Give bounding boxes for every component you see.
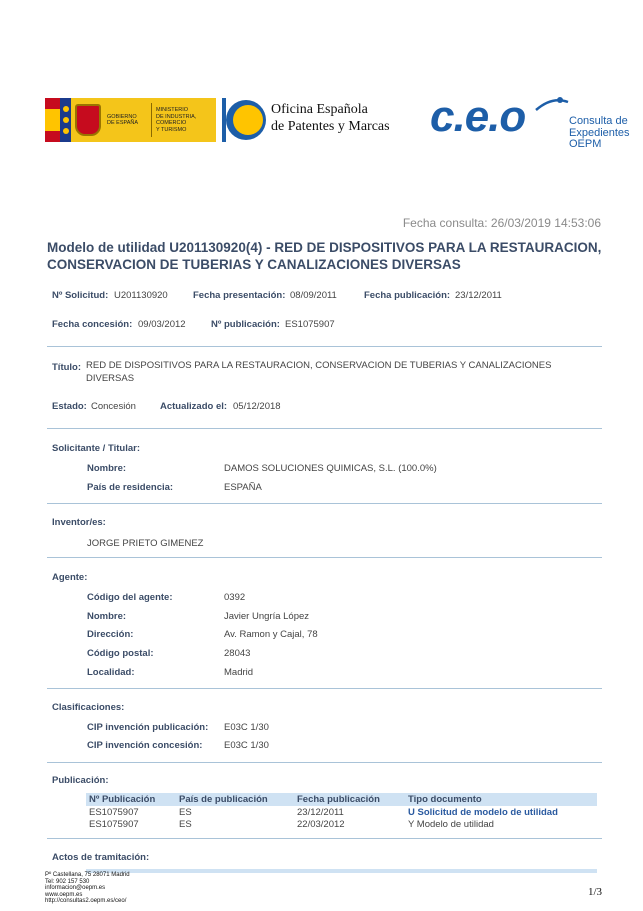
divider	[47, 762, 602, 763]
direccion-value: Av. Ramon y Cajal, 78	[224, 629, 318, 640]
pais-residencia-label: País de residencia:	[87, 482, 174, 493]
gobierno-espana-logo	[45, 98, 216, 142]
cip-publicacion-value: E03C 1/30	[224, 722, 269, 733]
oepm-line1: Oficina Española	[271, 102, 368, 117]
codigo-postal-value: 28043	[224, 648, 251, 659]
actualizado-value: 05/12/2018	[233, 401, 281, 412]
footer-contact	[45, 872, 130, 905]
spain-flag-icon	[45, 98, 60, 142]
row2-tipo: Y Modelo de utilidad	[408, 819, 494, 830]
divider	[47, 503, 602, 504]
titulo-line2: DIVERSAS	[86, 373, 135, 384]
oepm-line2: de Patentes y Marcas	[271, 119, 390, 134]
footer-ceo-url[interactable]: http://consultas2.oepm.es/ceo/	[45, 898, 127, 904]
ministerio-text: MINISTERIO DE INDUSTRIA, COMERCIO Y TURISMO	[156, 107, 197, 133]
codigo-agente-label: Código del agente:	[87, 592, 173, 603]
solicitante-nombre-label: Nombre:	[87, 463, 127, 474]
divider	[47, 838, 602, 839]
row2-npub: ES1075907	[89, 819, 139, 830]
fecha-consulta: Fecha consulta: 26/03/2019 14:53:06	[402, 216, 601, 230]
ceo-subtitle	[569, 116, 630, 151]
presentacion-label: Fecha presentación:	[193, 290, 286, 301]
agente-nombre-label: Nombre:	[87, 611, 127, 622]
npub-label: Nº publicación:	[211, 319, 280, 330]
footer-phone: Tel: 902 157 530	[45, 878, 90, 885]
codigo-postal-label: Código postal:	[87, 648, 154, 659]
actualizado-label: Actualizado el:	[160, 401, 228, 412]
oepm-logo-icon	[222, 98, 268, 142]
divider	[47, 346, 602, 347]
page-title: Modelo de utilidad U201130920(4) - RED DE DISPOSITIVOS PARA LA RESTAURACION, CONSERVACION DE TUBERIAS Y CANALIZACIONES DIVERSAS	[47, 240, 602, 272]
ceo-sub-line3: OEPM	[569, 138, 602, 150]
titulo-label: Título:	[52, 362, 82, 373]
ceo-orbit-icon	[532, 94, 572, 116]
ceo-sub-line2: Expedientes	[569, 126, 630, 139]
row1-pais: ES	[179, 807, 192, 818]
eu-flag-icon	[60, 98, 71, 142]
footer-website[interactable]: www.oepm.es	[45, 891, 83, 898]
cip-concesion-value: E03C 1/30	[224, 740, 269, 751]
col-header-tipo: Tipo documento	[408, 794, 482, 805]
col-header-pais: País de publicación	[179, 794, 268, 805]
row1-tipo-link[interactable]: U Solicitud de modelo de utilidad	[408, 807, 558, 818]
footer-address: Pº Castellana, 75 28071 Madrid	[45, 872, 130, 878]
row2-fecha: 22/03/2012	[297, 819, 345, 830]
publicacion-value: 23/12/2011	[455, 290, 502, 301]
footer-email[interactable]: informacion@oepm.es	[45, 885, 106, 891]
estado-value: Concesión	[91, 401, 136, 412]
ceo-logo: c.e.o	[430, 92, 526, 141]
agente-section-title: Agente:	[52, 572, 88, 583]
ceo-sub-line1: Consulta de	[569, 115, 628, 127]
localidad-value: Madrid	[224, 667, 254, 678]
solicitante-section-title: Solicitante / Titular:	[52, 443, 140, 454]
cip-concesion-label: CIP invención concesión:	[87, 740, 203, 751]
codigo-agente-value: 0392	[224, 592, 246, 603]
cip-publicacion-label: CIP invención publicación:	[87, 722, 209, 733]
gobierno-text: GOBIERNO DE ESPAÑA	[107, 113, 139, 126]
divider	[47, 428, 602, 429]
concesion-label: Fecha concesión:	[52, 319, 133, 330]
solicitud-label: Nº Solicitud:	[52, 290, 109, 301]
solicitante-nombre-value: DAMOS SOLUCIONES QUIMICAS, S.L. (100.0%)	[224, 463, 437, 474]
row1-npub: ES1075907	[89, 807, 139, 818]
pais-residencia-value: ESPAÑA	[224, 482, 262, 493]
inventor-section-title: Inventor/es:	[52, 517, 106, 528]
direccion-label: Dirección:	[87, 629, 134, 640]
row2-pais: ES	[179, 819, 192, 830]
concesion-value: 09/03/2012	[138, 319, 186, 330]
solicitud-value: U201130920	[114, 290, 168, 301]
actos-table-header	[86, 869, 597, 873]
publicacion-section-title: Publicación:	[52, 775, 109, 786]
actos-section-title: Actos de tramitación:	[52, 852, 150, 863]
divider	[47, 688, 602, 689]
presentacion-value: 08/09/2011	[290, 290, 337, 301]
coat-of-arms-icon	[75, 104, 101, 136]
npub-value: ES1075907	[285, 319, 335, 330]
oepm-name	[271, 101, 390, 135]
col-header-fecha: Fecha publicación	[297, 794, 380, 805]
inventor-name: JORGE PRIETO GIMENEZ	[87, 538, 204, 549]
localidad-label: Localidad:	[87, 667, 135, 678]
divider	[47, 557, 602, 558]
publicacion-table-header	[86, 793, 597, 806]
row1-fecha: 23/12/2011	[297, 807, 344, 818]
estado-label: Estado:	[52, 401, 87, 412]
clasificaciones-section-title: Clasificaciones:	[52, 702, 125, 713]
titulo-line1: RED DE DISPOSITIVOS PARA LA RESTAURACION, CONSERVACION DE TUBERIAS Y CANALIZACIONES	[86, 360, 552, 371]
col-header-npub: Nº Publicación	[89, 794, 156, 805]
publicacion-label: Fecha publicación:	[364, 290, 451, 301]
agente-nombre-value: Javier Ungría López	[224, 611, 310, 622]
page-number: 1/3	[588, 886, 603, 898]
